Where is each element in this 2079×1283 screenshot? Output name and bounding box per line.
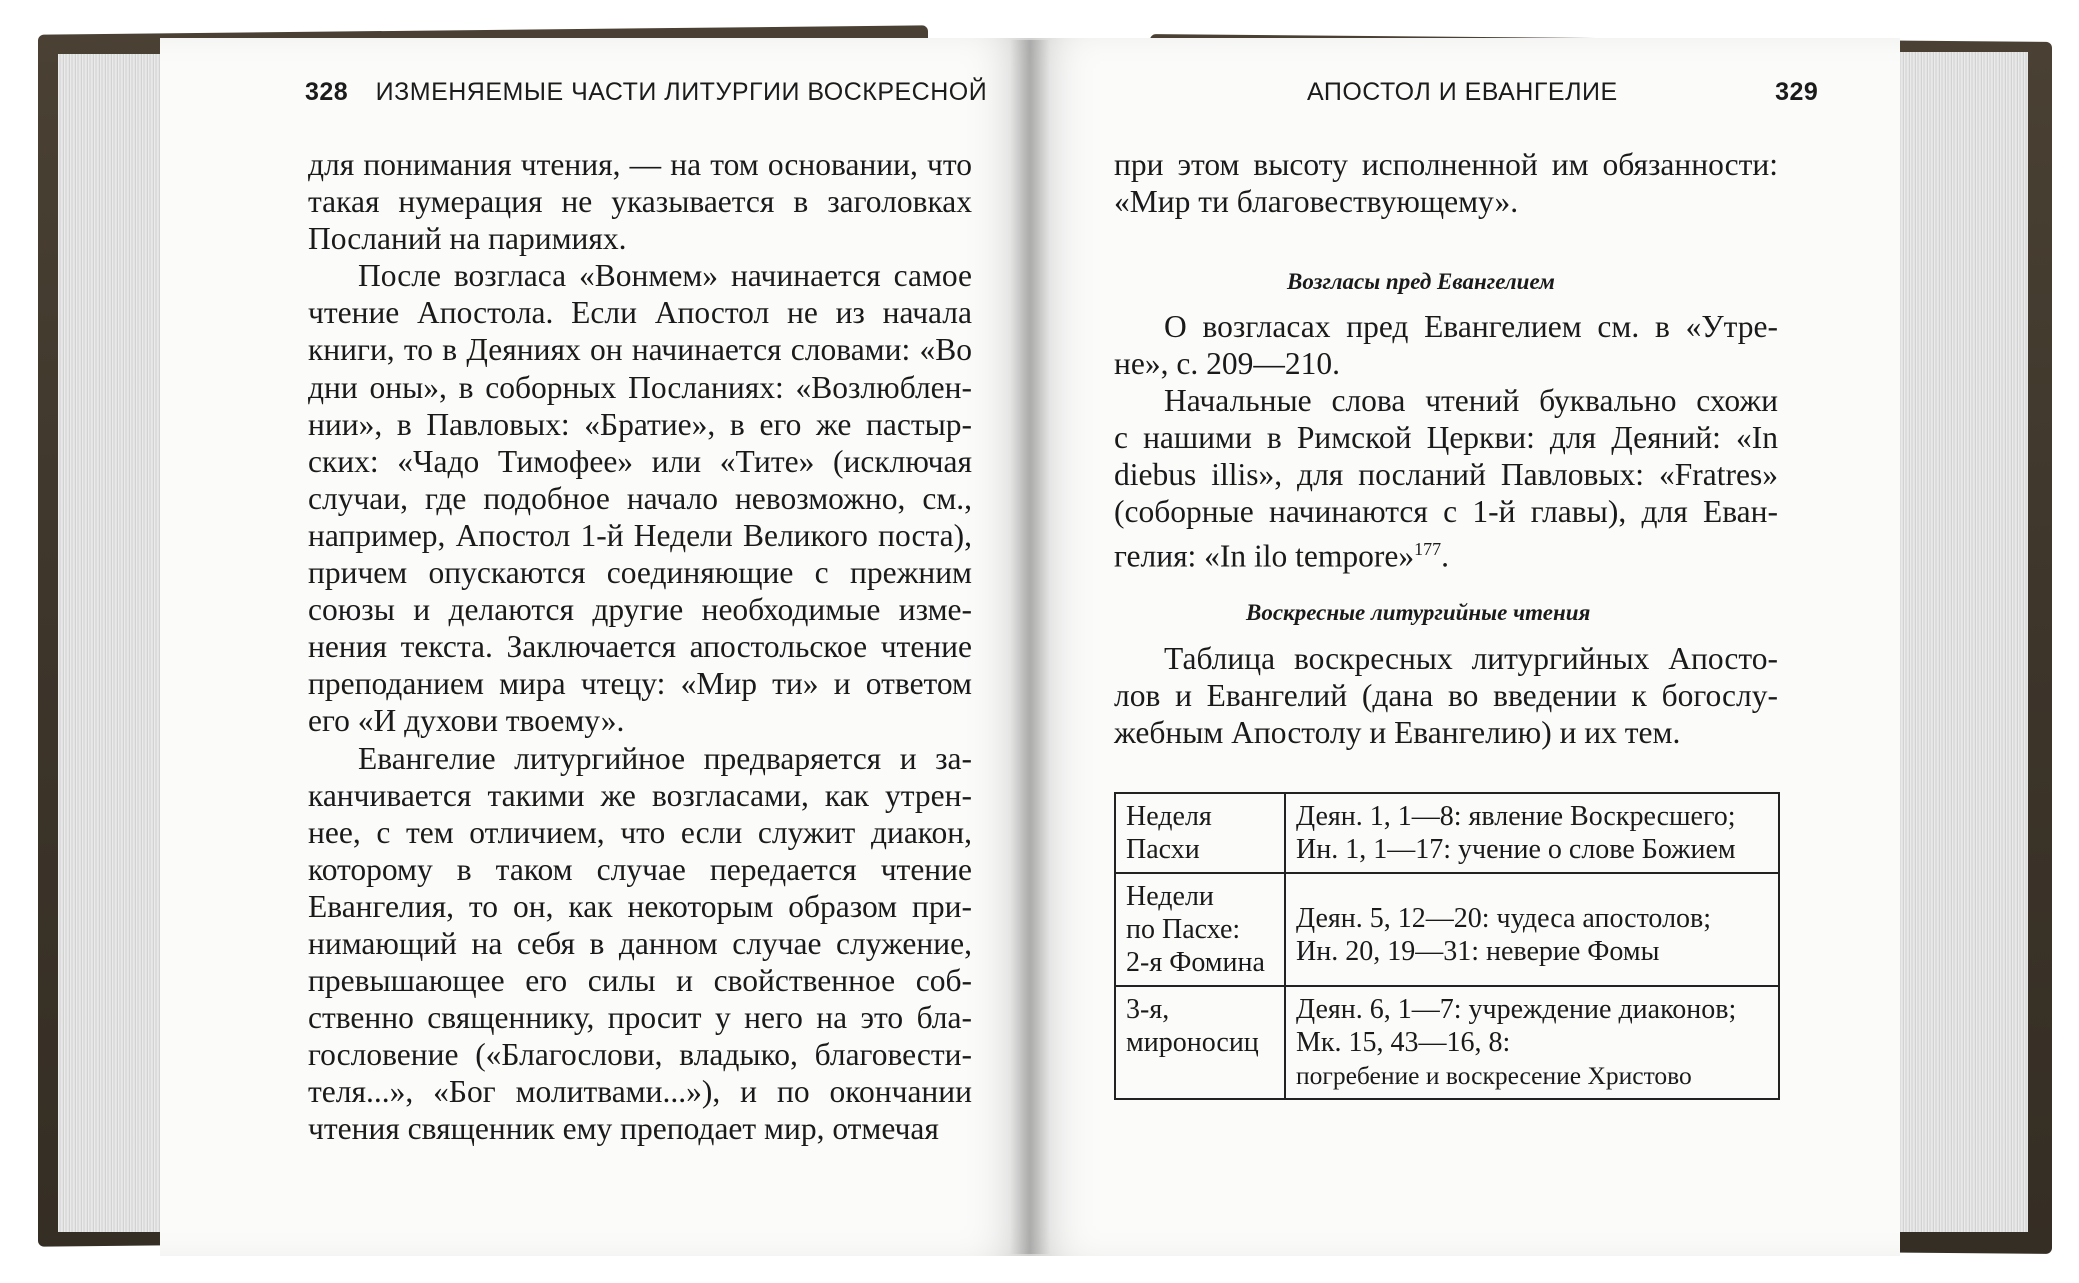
text-line: После возгласа «Вонмем» начинается самое	[358, 258, 972, 294]
subheading-vozglasy: Возгласы пред Евангелием	[1287, 269, 1555, 294]
left-page-number: 328	[305, 78, 349, 106]
week-line: по Пасхе:	[1126, 914, 1241, 945]
week-line: 3-я,	[1126, 994, 1170, 1025]
text-line: например, Апостол 1-й Недели Великого поста),	[308, 517, 972, 553]
reading-line: погребение и воскресение Христово	[1296, 1061, 1692, 1090]
page-block-edge-right	[1880, 52, 2028, 1232]
reading-line: Деян. 1, 1—8: явление Воскресшего;	[1296, 801, 1736, 832]
text-line: Евангелия, то он, как некоторым образом при-	[308, 888, 972, 924]
left-header-title: ИЗМЕНЯЕМЫЕ ЧАСТИ ЛИТУРГИИ ВОСКРЕСНОЙ	[375, 78, 988, 106]
subheading-chteniya: Воскресные литургийные чтения	[1246, 600, 1591, 625]
book-gutter	[1010, 40, 1050, 1254]
text-line: его «И духови твоему».	[308, 703, 625, 739]
text-line: не», с. 209—210.	[1114, 346, 1340, 382]
table-row	[1115, 986, 1779, 1099]
reading-line: Деян. 5, 12—20: чудеса апостолов;	[1296, 903, 1712, 934]
table-row	[1115, 873, 1779, 986]
text-line: чтение Апостола. Если Апостол не из начала	[308, 295, 972, 331]
text-line: причем опускаются соединяющие с прежним	[308, 555, 972, 591]
reading-line: Ин. 20, 19—31: неверие Фомы	[1296, 936, 1660, 967]
reading-line: Ин. 1, 1—17: учение о слове Божием	[1296, 834, 1736, 865]
text-line: чтения священник ему преподает мир, отмечая	[308, 1111, 939, 1147]
text-line: дни оны», в соборных Посланиях: «Возлюблен-	[308, 369, 972, 405]
text-line: для понимания чтения, — на том основании, что	[308, 147, 972, 182]
text-line: «Мир ти благовествующему».	[1114, 184, 1519, 220]
text-line: лов и Евангелий (дана во введении к богослу-	[1114, 678, 1778, 714]
week-line: Пасхи	[1126, 834, 1200, 865]
right-section2-text	[1114, 640, 1778, 751]
right-intro-text	[1114, 146, 1778, 220]
left-body-text	[308, 146, 972, 1148]
text-line: преподанием мира чтецу: «Мир ти» и ответом	[308, 666, 972, 702]
footnote-ref: 177	[1414, 538, 1442, 559]
right-header-title: АПОСТОЛ И ЕВАНГЕЛИЕ	[1307, 78, 1618, 106]
left-running-header	[305, 78, 987, 107]
reading-line: Мк. 15, 43—16, 8:	[1296, 1027, 1511, 1058]
text-line: превышающее его силы и свойственное соб-	[308, 963, 972, 999]
text-line: нее, с тем отличием, что если служит диакон,	[308, 814, 972, 850]
right-page-number: 329	[1775, 78, 1819, 106]
text-line: нимающий на себя в данном случае служение,	[308, 925, 972, 961]
week-line: Неделя	[1126, 801, 1212, 832]
text-line: с нашими в Римской Церкви: для Деяний: «In	[1114, 420, 1778, 456]
text-line: случаи, где подобное начало невозможно, см.,	[308, 480, 972, 516]
text-line: гелия: «In ilo tempore»$^{177}$.	[1114, 538, 1450, 574]
text-line: О возгласах пред Евангелием см. в «Утре-	[1164, 309, 1778, 344]
text-line: diebus illis», для посланий Павловых: «Fratres»	[1114, 457, 1778, 493]
text-line: такая нумерация не указывается в заголовках	[308, 184, 972, 220]
readings-table	[1114, 792, 1780, 1100]
text-line: которому в таком случае передается чтение	[308, 851, 972, 887]
week-line: 2-я Фомина	[1126, 947, 1265, 978]
text-line: при этом высоту исполненной им обязанности:	[1114, 147, 1778, 182]
text-line: (соборные начинаются с 1-й главы), для Еван-	[1114, 494, 1778, 530]
text-line: ских: «Чадо Тимофее» или «Тите» (исключая	[308, 443, 972, 479]
text-line: Начальные слова чтений буквально схожи	[1164, 383, 1778, 419]
text-line: нения текста. Заключается апостольское чтение	[308, 629, 972, 665]
week-cell	[1115, 873, 1285, 986]
week-line: Недели	[1126, 881, 1214, 912]
readings-cell	[1285, 793, 1779, 873]
week-cell	[1115, 986, 1285, 1099]
text-line: ственно священнику, просит у него на это бла-	[308, 1000, 972, 1036]
text-line: Посланий на паримиях.	[308, 221, 627, 257]
text-line: Таблица воскресных литургийных Апосто-	[1164, 641, 1778, 676]
text-line: книги, то в Деяниях он начинается словами: «Во	[308, 332, 972, 368]
text-line: союзы и делаются другие необходимые изме-	[308, 592, 972, 628]
footnote-period: .	[1441, 538, 1450, 574]
readings-cell	[1285, 986, 1779, 1099]
reading-line: Деян. 6, 1—7: учреждение диаконов;	[1296, 994, 1737, 1025]
readings-cell	[1285, 873, 1779, 986]
text-line: нии», в Павловых: «Братие», в его же пастыр-	[308, 406, 972, 442]
text-line: канчивается такими же возгласами, как утрен-	[308, 777, 972, 813]
text-line: гословение («Благослови, владыко, благовести-	[308, 1037, 972, 1073]
right-section1-text	[1114, 308, 1778, 574]
text-line: жебным Апостолу и Евангелию) и их тем.	[1114, 715, 1681, 751]
week-line: мироносиц	[1126, 1027, 1259, 1058]
text-line: Евангелие литургийное предваряется и за-	[358, 740, 972, 776]
table-row	[1115, 793, 1779, 873]
text-line: теля...», «Бог молитвами...»), и по окончании	[308, 1074, 972, 1110]
week-cell	[1115, 793, 1285, 873]
right-running-header	[1307, 78, 1818, 107]
